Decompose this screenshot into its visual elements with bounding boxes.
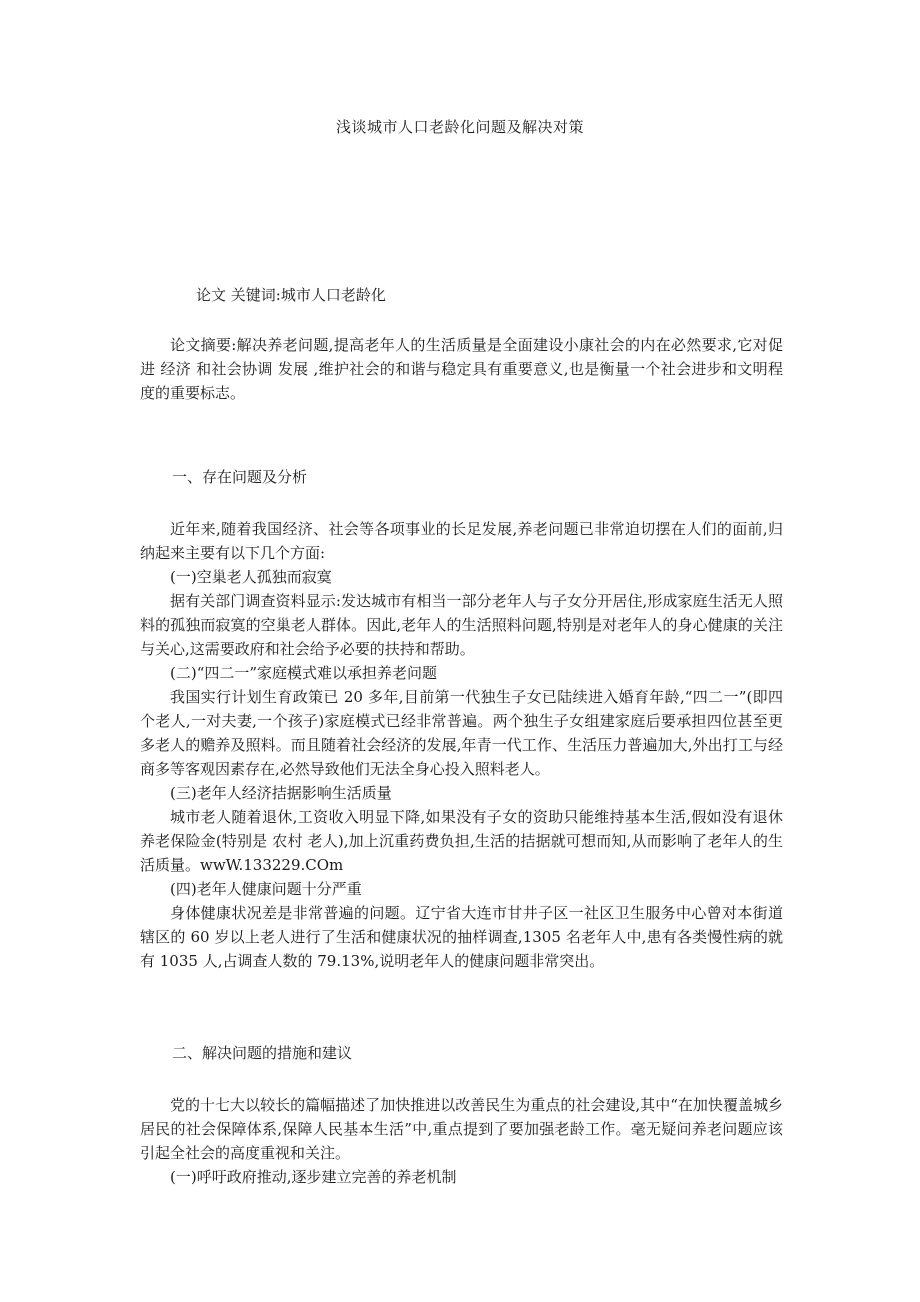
abstract-paragraph: 论文摘要:解决养老问题,提高老年人的生活质量是全面建设小康社会的内在必然要求,它对促进 经济 和社会协调 发展 ,维护社会的和谐与稳定具有重要意义,也是衡量一个社会进步和文明程度的重要标志。 <box>140 336 783 402</box>
subheading: (四)老年人健康问题十分严重 <box>170 880 362 898</box>
paragraph: 近年来,随着我国经济、社会等各项事业的长足发展,养老问题已非常迫切摆在人们的面前,归纳起来主要有以下几个方面: <box>140 520 783 562</box>
paragraph: 党的十七大以较长的篇幅描述了加快推进以改善民生为重点的社会建设,其中“在加快覆盖城乡居民的社会保障体系,保障人民基本生活”中,重点提到了要加强老龄工作。毫无疑问养老问题应该引起全社会的高度重视和关注。 <box>140 1096 783 1162</box>
section-1-body <box>140 517 783 973</box>
subheading: (一)呼吁政府推动,逐步建立完善的养老机制 <box>170 1168 457 1186</box>
subheading: (三)老年人经济拮据影响生活质量 <box>170 784 392 802</box>
subheading: (二)“四二一”家庭模式难以承担养老问题 <box>170 664 438 682</box>
section-2-heading: 二、解决问题的措施和建议 <box>172 1044 353 1062</box>
paragraph: 城市老人随着退休,工资收入明显下降,如果没有子女的资助只能维持基本生活,假如没有退休养老保险金(特别是 农村 老人),加上沉重药费负担,生活的拮据就可想而知,从而影响了老年人的生活质量。wwW.133229.COm <box>140 808 783 874</box>
paragraph: 我国实行计划生育政策已 20 多年,目前第一代独生子女已陆续进入婚育年龄,“四二一”(即四个老人,一对夫妻,一个孩子)家庭模式已经非常普遍。两个独生子女组建家庭后要承担四位甚至更多老人的赡养及照料。而且随着社会经济的发展,年青一代工作、生活压力普遍加大,外出打工与经商多等客观因素存在,必然导致他们无法全身心投入照料老人。 <box>140 688 783 778</box>
paragraph: 据有关部门调查资料显示:发达城市有相当一部分老年人与子女分开居住,形成家庭生活无人照料的孤独而寂寞的空巢老人群体。因此,老年人的生活照料问题,特别是对老年人的身心健康的关注与关心,这需要政府和社会给予必要的扶持和帮助。 <box>140 592 783 658</box>
keywords-line: 论文 关键词:城市人口老龄化 <box>196 286 386 304</box>
document-title: 浅谈城市人口老龄化问题及解决对策 <box>335 118 584 136</box>
paragraph: 身体健康状况差是非常普遍的问题。辽宁省大连市甘井子区一社区卫生服务中心曾对本街道辖区的 60 岁以上老人进行了生活和健康状况的抽样调查,1305 名老年人中,患有各类慢性病的就有 1035 人,占调查人数的 79.13%,说明老年人的健康问题非常突出。 <box>140 904 783 970</box>
section-2-body <box>140 1093 783 1189</box>
subheading: (一)空巢老人孤独而寂寞 <box>170 568 332 586</box>
section-1-heading: 一、存在问题及分析 <box>172 468 308 486</box>
